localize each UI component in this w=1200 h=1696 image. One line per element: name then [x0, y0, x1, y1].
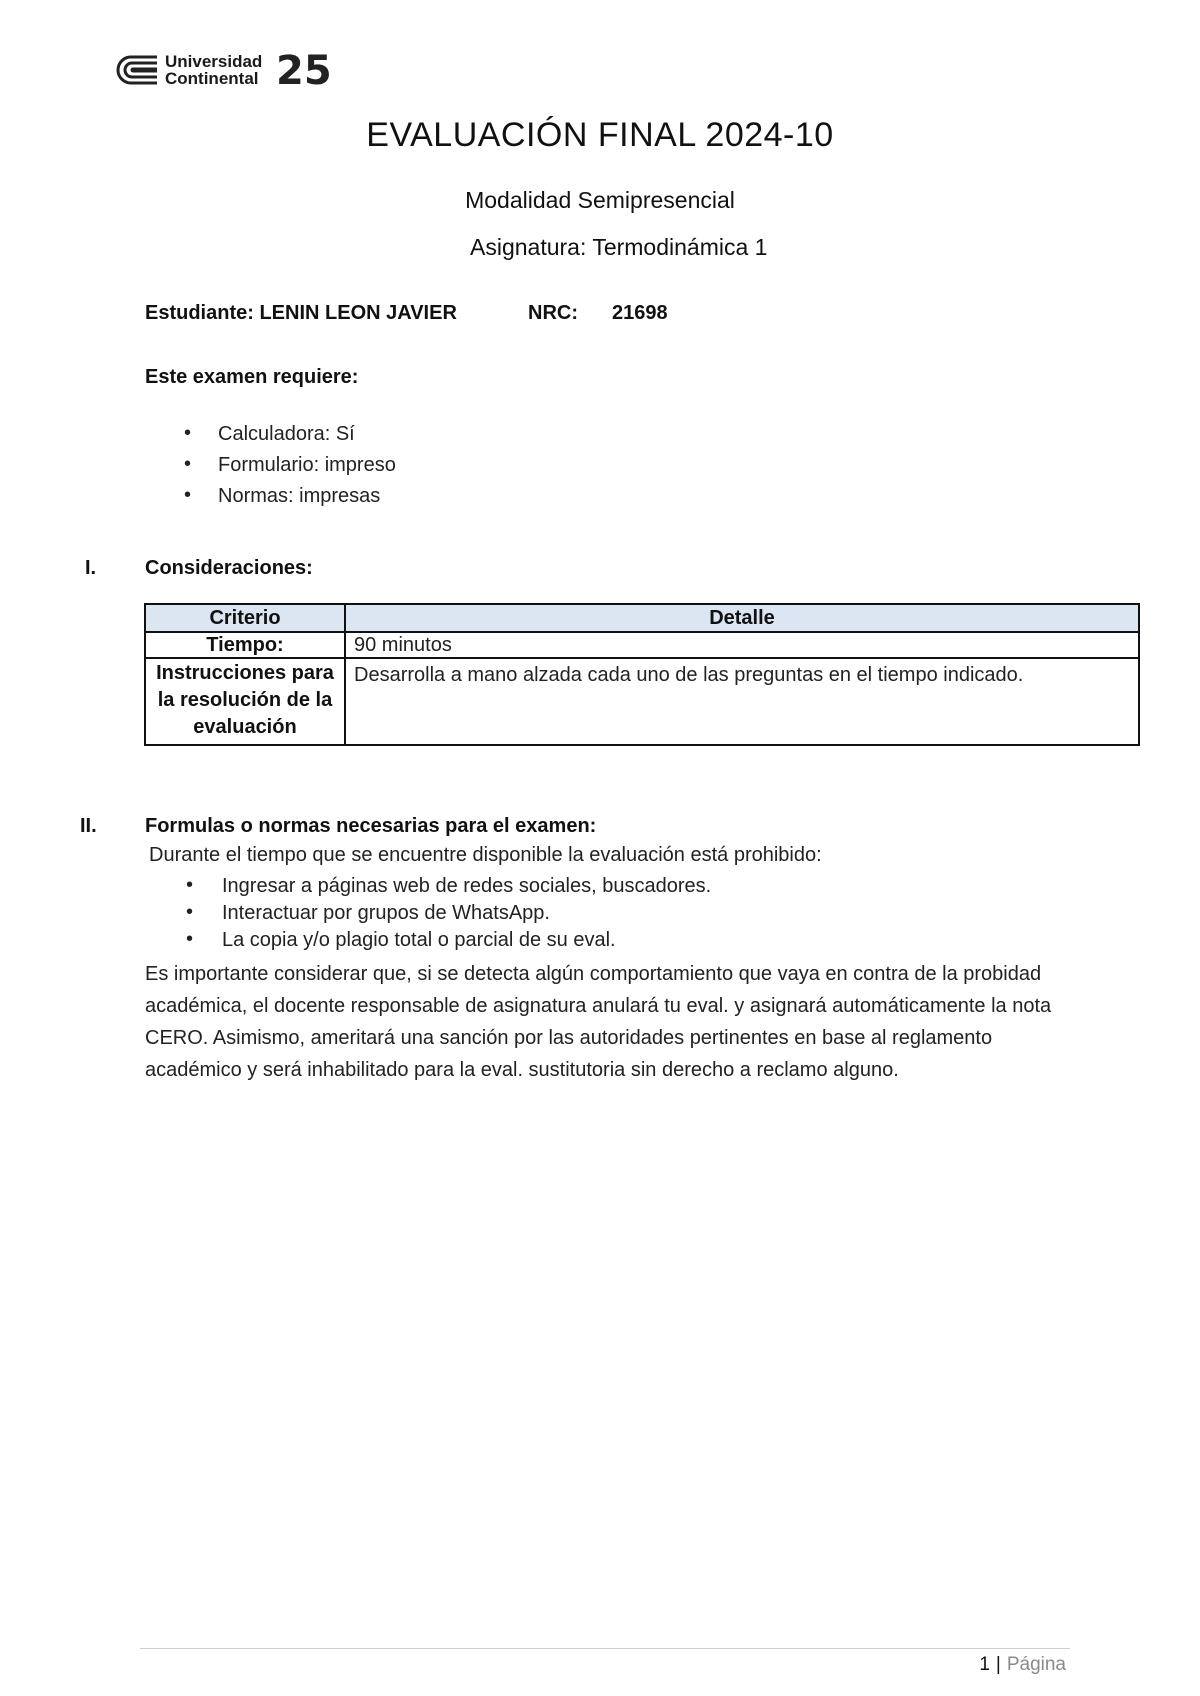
- section-title: Formulas o normas necesarias para el examen:: [145, 815, 597, 837]
- page-number: 1: [979, 1654, 990, 1675]
- page-label: Página: [1006, 1654, 1066, 1675]
- university-logo-icon: [117, 53, 159, 87]
- student-name: Estudiante: LENIN LEON JAVIER: [145, 302, 457, 324]
- table-header-row: [145, 604, 1139, 632]
- page-title: EVALUACIÓN FINAL 2024-10: [366, 116, 834, 154]
- table-header-cell: Detalle: [345, 604, 1139, 632]
- university-logo: [117, 46, 332, 94]
- prohibition-list: [180, 875, 711, 956]
- list-item: • Formulario: impreso: [180, 454, 396, 485]
- footer-divider: [140, 1648, 1070, 1649]
- table-row: [145, 632, 1139, 658]
- subject-line: Asignatura: Termodinámica 1: [470, 234, 768, 260]
- prohibition-intro: Durante el tiempo que se encuentre disponible la evaluación está prohibido:: [149, 844, 822, 866]
- nrc-label: NRC:: [528, 302, 578, 324]
- anniversary-number: 25: [276, 48, 332, 94]
- considerations-table: [144, 603, 1140, 746]
- table-cell-criterio: Instrucciones para la resolución de la evaluación: [145, 658, 345, 745]
- page-footer: [979, 1654, 1066, 1676]
- table-cell-detalle: 90 minutos: [345, 632, 1139, 658]
- modality-subtitle: Modalidad Semipresencial: [465, 187, 735, 213]
- list-item: • Interactuar por grupos de WhatsApp.: [180, 902, 711, 929]
- table-row: [145, 658, 1139, 745]
- list-item: • Ingresar a páginas web de redes sociales, buscadores.: [180, 875, 711, 902]
- table-header-cell: Criterio: [145, 604, 345, 632]
- university-name-line2: Continental: [165, 69, 259, 88]
- university-name-line1: Universidad: [165, 52, 263, 71]
- anniversary-25-logo: [276, 48, 332, 94]
- academic-integrity-paragraph: Es importante considerar que, si se detecta algún comportamiento que vaya en contra de la probidad académica, el docente responsable de asignatura anulará tu eval. y asignará automáticamente la nota CERO. Asimismo, ameritará una sanción por las autoridades pertinentes en base al reglamento académico y será inhabilitado para la eval. sustitutoria sin derecho a reclamo alguno.: [145, 963, 1052, 1081]
- nrc-value: 21698: [612, 302, 668, 324]
- list-item: • Calculadora: Sí: [180, 423, 396, 454]
- section-title: Consideraciones:: [145, 557, 313, 579]
- table-cell-detalle: Desarrolla a mano alzada cada uno de las preguntas en el tiempo indicado.: [345, 658, 1139, 745]
- list-item: • Normas: impresas: [180, 485, 396, 516]
- footer-separator: |: [995, 1654, 1001, 1675]
- section-number: II.: [80, 815, 97, 837]
- university-name: [165, 53, 262, 87]
- section-number: I.: [85, 557, 97, 579]
- requirements-list: [180, 423, 396, 516]
- table-cell-criterio: Tiempo:: [145, 632, 345, 658]
- requirements-heading: Este examen requiere:: [145, 366, 359, 388]
- list-item: • La copia y/o plagio total o parcial de su eval.: [180, 929, 711, 956]
